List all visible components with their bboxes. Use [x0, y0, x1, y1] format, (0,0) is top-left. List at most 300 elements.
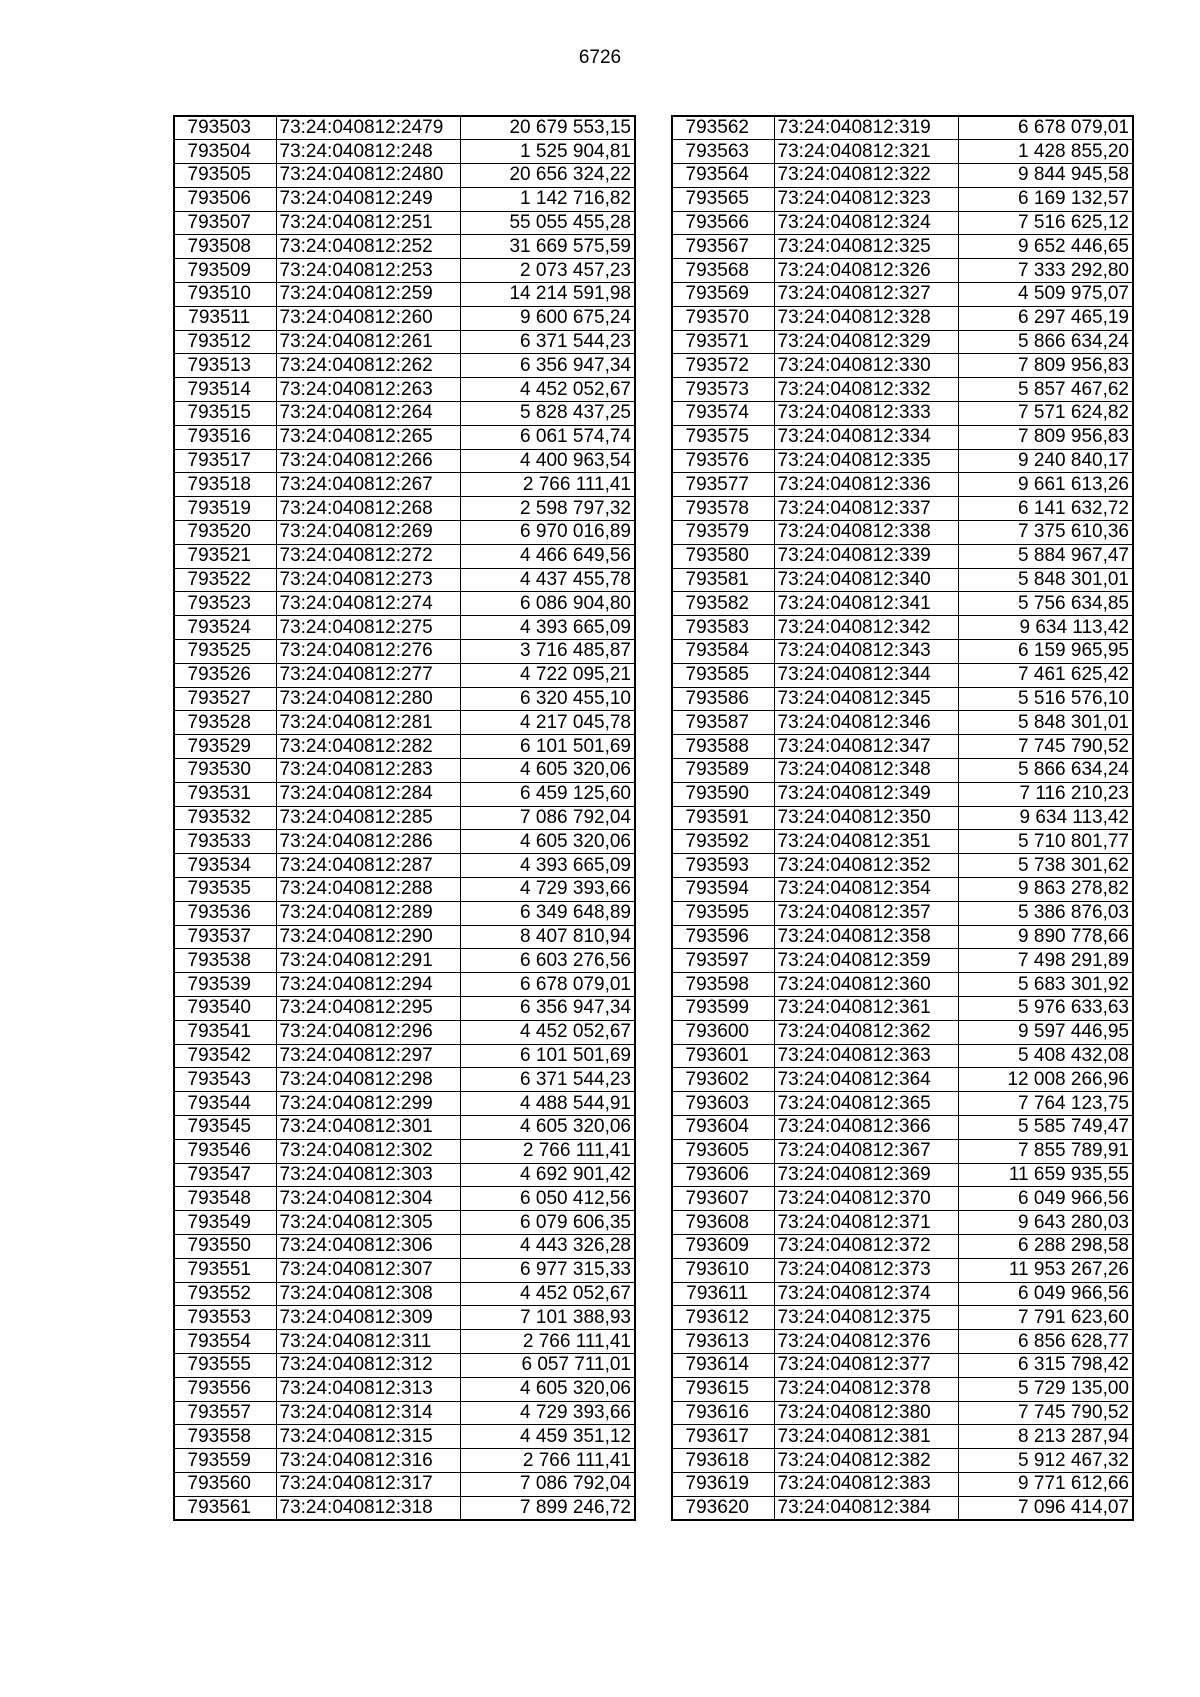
table-row	[174, 497, 635, 521]
row-number-cell: 793602	[672, 1068, 774, 1092]
value-cell: 6 086 904,80	[460, 592, 635, 616]
value-cell: 7 855 789,91	[958, 1139, 1133, 1163]
table-row	[672, 140, 1133, 164]
value-cell: 5 857 467,62	[958, 378, 1133, 402]
cadastral-number-cell: 73:24:040812:261	[276, 330, 460, 354]
cadastral-number-cell: 73:24:040812:337	[774, 497, 958, 521]
value-cell: 11 659 935,55	[958, 1163, 1133, 1187]
value-cell: 7 745 790,52	[958, 1401, 1133, 1425]
cadastral-number-cell: 73:24:040812:252	[276, 235, 460, 259]
cadastral-number-cell: 73:24:040812:264	[276, 402, 460, 426]
table-row	[174, 211, 635, 235]
row-number-cell: 793551	[174, 1258, 276, 1282]
cadastral-number-cell: 73:24:040812:305	[276, 1211, 460, 1235]
table-row	[174, 1449, 635, 1473]
value-cell: 6 356 947,34	[460, 354, 635, 378]
table-row	[672, 663, 1133, 687]
value-cell: 4 393 665,09	[460, 616, 635, 640]
table-row	[174, 568, 635, 592]
row-number-cell: 793596	[672, 925, 774, 949]
value-cell: 2 598 797,32	[460, 497, 635, 521]
value-cell: 2 766 111,41	[460, 1330, 635, 1354]
cadastral-number-cell: 73:24:040812:366	[774, 1115, 958, 1139]
row-number-cell: 793512	[174, 330, 276, 354]
value-cell: 4 605 320,06	[460, 759, 635, 783]
value-cell: 6 101 501,69	[460, 1044, 635, 1068]
table-row	[672, 735, 1133, 759]
value-cell: 6 678 079,01	[460, 973, 635, 997]
table-row	[174, 1044, 635, 1068]
table-row	[672, 306, 1133, 330]
row-number-cell: 793619	[672, 1472, 774, 1496]
cadastral-number-cell: 73:24:040812:285	[276, 806, 460, 830]
value-cell: 9 240 840,17	[958, 449, 1133, 473]
row-number-cell: 793514	[174, 378, 276, 402]
cadastral-number-cell: 73:24:040812:351	[774, 830, 958, 854]
value-cell: 7 791 623,60	[958, 1306, 1133, 1330]
value-cell: 5 729 135,00	[958, 1377, 1133, 1401]
value-cell: 6 141 632,72	[958, 497, 1133, 521]
cadastral-number-cell: 73:24:040812:296	[276, 1020, 460, 1044]
row-number-cell: 793508	[174, 235, 276, 259]
value-cell: 6 356 947,34	[460, 996, 635, 1020]
value-cell: 4 488 544,91	[460, 1092, 635, 1116]
value-cell: 7 333 292,80	[958, 259, 1133, 283]
row-number-cell: 793594	[672, 878, 774, 902]
cadastral-number-cell: 73:24:040812:294	[276, 973, 460, 997]
table-row	[174, 425, 635, 449]
cadastral-number-cell: 73:24:040812:286	[276, 830, 460, 854]
value-cell: 6 856 628,77	[958, 1330, 1133, 1354]
table-row	[672, 497, 1133, 521]
cadastral-number-cell: 73:24:040812:283	[276, 759, 460, 783]
value-cell: 5 976 633,63	[958, 996, 1133, 1020]
cadastral-number-cell: 73:24:040812:302	[276, 1139, 460, 1163]
table-row	[672, 568, 1133, 592]
table-row	[174, 640, 635, 664]
cadastral-number-cell: 73:24:040812:301	[276, 1115, 460, 1139]
row-number-cell: 793565	[672, 187, 774, 211]
cadastral-number-cell: 73:24:040812:248	[276, 140, 460, 164]
value-cell: 5 585 749,47	[958, 1115, 1133, 1139]
value-cell: 6 349 648,89	[460, 901, 635, 925]
row-number-cell: 793549	[174, 1211, 276, 1235]
row-number-cell: 793559	[174, 1449, 276, 1473]
row-number-cell: 793529	[174, 735, 276, 759]
row-number-cell: 793560	[174, 1472, 276, 1496]
table-row	[672, 949, 1133, 973]
table-row	[174, 1306, 635, 1330]
cadastral-number-cell: 73:24:040812:328	[774, 306, 958, 330]
row-number-cell: 793575	[672, 425, 774, 449]
value-cell: 6 288 298,58	[958, 1234, 1133, 1258]
row-number-cell: 793578	[672, 497, 774, 521]
cadastral-number-cell: 73:24:040812:369	[774, 1163, 958, 1187]
table-row	[672, 996, 1133, 1020]
row-number-cell: 793597	[672, 949, 774, 973]
value-cell: 6 169 132,57	[958, 187, 1133, 211]
value-cell: 4 400 963,54	[460, 449, 635, 473]
row-number-cell: 793583	[672, 616, 774, 640]
cadastral-number-cell: 73:24:040812:265	[276, 425, 460, 449]
value-cell: 4 605 320,06	[460, 1377, 635, 1401]
table-row	[672, 187, 1133, 211]
row-number-cell: 793603	[672, 1092, 774, 1116]
cadastral-number-cell: 73:24:040812:363	[774, 1044, 958, 1068]
value-cell: 9 661 613,26	[958, 473, 1133, 497]
value-cell: 14 214 591,98	[460, 283, 635, 307]
value-cell: 4 509 975,07	[958, 283, 1133, 307]
table-row	[174, 1258, 635, 1282]
row-number-cell: 793605	[672, 1139, 774, 1163]
table-row	[672, 687, 1133, 711]
table-row	[672, 1044, 1133, 1068]
cadastral-number-cell: 73:24:040812:290	[276, 925, 460, 949]
table-row	[174, 544, 635, 568]
row-number-cell: 793538	[174, 949, 276, 973]
row-number-cell: 793576	[672, 449, 774, 473]
value-cell: 4 217 045,78	[460, 711, 635, 735]
row-number-cell: 793552	[174, 1282, 276, 1306]
table-row	[174, 759, 635, 783]
value-cell: 5 756 634,85	[958, 592, 1133, 616]
row-number-cell: 793524	[174, 616, 276, 640]
value-cell: 7 096 414,07	[958, 1496, 1133, 1520]
row-number-cell: 793557	[174, 1401, 276, 1425]
row-number-cell: 793612	[672, 1306, 774, 1330]
table-row	[174, 592, 635, 616]
cadastral-number-cell: 73:24:040812:339	[774, 544, 958, 568]
value-cell: 5 386 876,03	[958, 901, 1133, 925]
table-row	[672, 1353, 1133, 1377]
row-number-cell: 793535	[174, 878, 276, 902]
cadastral-number-cell: 73:24:040812:367	[774, 1139, 958, 1163]
row-number-cell: 793515	[174, 402, 276, 426]
row-number-cell: 793614	[672, 1353, 774, 1377]
table-row	[174, 235, 635, 259]
row-number-cell: 793537	[174, 925, 276, 949]
row-number-cell: 793526	[174, 663, 276, 687]
cadastral-number-cell: 73:24:040812:282	[276, 735, 460, 759]
value-cell: 11 953 267,26	[958, 1258, 1133, 1282]
table-row	[174, 1377, 635, 1401]
row-number-cell: 793562	[672, 116, 774, 140]
row-number-cell: 793615	[672, 1377, 774, 1401]
cadastral-number-cell: 73:24:040812:303	[276, 1163, 460, 1187]
row-number-cell: 793600	[672, 1020, 774, 1044]
cadastral-number-cell: 73:24:040812:333	[774, 402, 958, 426]
row-number-cell: 793608	[672, 1211, 774, 1235]
value-cell: 7 498 291,89	[958, 949, 1133, 973]
cadastral-number-cell: 73:24:040812:308	[276, 1282, 460, 1306]
cadastral-number-cell: 73:24:040812:348	[774, 759, 958, 783]
cadastral-number-cell: 73:24:040812:371	[774, 1211, 958, 1235]
row-number-cell: 793610	[672, 1258, 774, 1282]
value-cell: 2 766 111,41	[460, 1449, 635, 1473]
cadastral-number-cell: 73:24:040812:338	[774, 521, 958, 545]
row-number-cell: 793548	[174, 1187, 276, 1211]
row-number-cell: 793505	[174, 164, 276, 188]
cadastral-number-cell: 73:24:040812:318	[276, 1496, 460, 1520]
table-row	[672, 830, 1133, 854]
row-number-cell: 793570	[672, 306, 774, 330]
table-row	[174, 354, 635, 378]
cadastral-number-cell: 73:24:040812:335	[774, 449, 958, 473]
cadastral-number-cell: 73:24:040812:334	[774, 425, 958, 449]
value-cell: 6 050 412,56	[460, 1187, 635, 1211]
cadastral-number-cell: 73:24:040812:281	[276, 711, 460, 735]
row-number-cell: 793586	[672, 687, 774, 711]
value-cell: 5 866 634,24	[958, 759, 1133, 783]
value-cell: 6 459 125,60	[460, 782, 635, 806]
value-cell: 5 710 801,77	[958, 830, 1133, 854]
cadastral-number-cell: 73:24:040812:362	[774, 1020, 958, 1044]
row-number-cell: 793564	[672, 164, 774, 188]
table-row	[174, 735, 635, 759]
table-row	[174, 1115, 635, 1139]
cadastral-number-cell: 73:24:040812:309	[276, 1306, 460, 1330]
row-number-cell: 793550	[174, 1234, 276, 1258]
table-row	[672, 1211, 1133, 1235]
row-number-cell: 793520	[174, 521, 276, 545]
value-cell: 6 371 544,23	[460, 1068, 635, 1092]
value-cell: 4 393 665,09	[460, 854, 635, 878]
table-row	[174, 711, 635, 735]
table-row	[174, 521, 635, 545]
value-cell: 6 049 966,56	[958, 1187, 1133, 1211]
cadastral-number-cell: 73:24:040812:376	[774, 1330, 958, 1354]
value-cell: 9 643 280,03	[958, 1211, 1133, 1235]
table-row	[174, 901, 635, 925]
cadastral-number-cell: 73:24:040812:249	[276, 187, 460, 211]
table-row	[174, 1496, 635, 1520]
table-row	[174, 473, 635, 497]
row-number-cell: 793582	[672, 592, 774, 616]
cadastral-number-cell: 73:24:040812:344	[774, 663, 958, 687]
row-number-cell: 793503	[174, 116, 276, 140]
value-cell: 5 848 301,01	[958, 568, 1133, 592]
table-row	[672, 901, 1133, 925]
row-number-cell: 793555	[174, 1353, 276, 1377]
row-number-cell: 793558	[174, 1425, 276, 1449]
value-cell: 3 716 485,87	[460, 640, 635, 664]
row-number-cell: 793546	[174, 1139, 276, 1163]
value-cell: 2 766 111,41	[460, 1139, 635, 1163]
table-row	[672, 1496, 1133, 1520]
value-cell: 6 297 465,19	[958, 306, 1133, 330]
value-cell: 9 771 612,66	[958, 1472, 1133, 1496]
cadastral-number-cell: 73:24:040812:315	[276, 1425, 460, 1449]
table-row	[672, 1020, 1133, 1044]
row-number-cell: 793539	[174, 973, 276, 997]
registry-table-left	[173, 115, 636, 1521]
cadastral-number-cell: 73:24:040812:272	[276, 544, 460, 568]
table-row	[672, 1425, 1133, 1449]
row-number-cell: 793531	[174, 782, 276, 806]
cadastral-number-cell: 73:24:040812:359	[774, 949, 958, 973]
cadastral-number-cell: 73:24:040812:314	[276, 1401, 460, 1425]
table-row	[672, 854, 1133, 878]
cadastral-number-cell: 73:24:040812:2479	[276, 116, 460, 140]
row-number-cell: 793611	[672, 1282, 774, 1306]
value-cell: 7 899 246,72	[460, 1496, 635, 1520]
value-cell: 7 101 388,93	[460, 1306, 635, 1330]
table-row	[174, 663, 635, 687]
cadastral-number-cell: 73:24:040812:268	[276, 497, 460, 521]
cadastral-number-cell: 73:24:040812:299	[276, 1092, 460, 1116]
cadastral-number-cell: 73:24:040812:2480	[276, 164, 460, 188]
cadastral-number-cell: 73:24:040812:329	[774, 330, 958, 354]
value-cell: 5 683 301,92	[958, 973, 1133, 997]
value-cell: 5 516 576,10	[958, 687, 1133, 711]
cadastral-number-cell: 73:24:040812:375	[774, 1306, 958, 1330]
row-number-cell: 793573	[672, 378, 774, 402]
cadastral-number-cell: 73:24:040812:345	[774, 687, 958, 711]
row-number-cell: 793606	[672, 1163, 774, 1187]
table-row	[672, 259, 1133, 283]
table-row	[672, 878, 1133, 902]
value-cell: 20 656 324,22	[460, 164, 635, 188]
cadastral-number-cell: 73:24:040812:380	[774, 1401, 958, 1425]
row-number-cell: 793536	[174, 901, 276, 925]
row-number-cell: 793517	[174, 449, 276, 473]
table-row	[672, 378, 1133, 402]
row-number-cell: 793543	[174, 1068, 276, 1092]
value-cell: 1 428 855,20	[958, 140, 1133, 164]
table-row	[672, 473, 1133, 497]
cadastral-number-cell: 73:24:040812:341	[774, 592, 958, 616]
cadastral-number-cell: 73:24:040812:342	[774, 616, 958, 640]
value-cell: 9 890 778,66	[958, 925, 1133, 949]
value-cell: 4 452 052,67	[460, 1020, 635, 1044]
row-number-cell: 793547	[174, 1163, 276, 1187]
value-cell: 6 315 798,42	[958, 1353, 1133, 1377]
cadastral-number-cell: 73:24:040812:325	[774, 235, 958, 259]
value-cell: 5 408 432,08	[958, 1044, 1133, 1068]
cadastral-number-cell: 73:24:040812:373	[774, 1258, 958, 1282]
cadastral-number-cell: 73:24:040812:326	[774, 259, 958, 283]
table-row	[174, 378, 635, 402]
table-row	[672, 1449, 1133, 1473]
value-cell: 4 729 393,66	[460, 878, 635, 902]
cadastral-number-cell: 73:24:040812:350	[774, 806, 958, 830]
row-number-cell: 793542	[174, 1044, 276, 1068]
cadastral-number-cell: 73:24:040812:327	[774, 283, 958, 307]
row-number-cell: 793569	[672, 283, 774, 307]
row-number-cell: 793532	[174, 806, 276, 830]
cadastral-number-cell: 73:24:040812:260	[276, 306, 460, 330]
cadastral-number-cell: 73:24:040812:316	[276, 1449, 460, 1473]
row-number-cell: 793589	[672, 759, 774, 783]
row-number-cell: 793563	[672, 140, 774, 164]
cadastral-number-cell: 73:24:040812:262	[276, 354, 460, 378]
cadastral-number-cell: 73:24:040812:275	[276, 616, 460, 640]
row-number-cell: 793525	[174, 640, 276, 664]
value-cell: 9 844 945,58	[958, 164, 1133, 188]
cadastral-number-cell: 73:24:040812:304	[276, 1187, 460, 1211]
value-cell: 20 679 553,15	[460, 116, 635, 140]
value-cell: 5 866 634,24	[958, 330, 1133, 354]
table-row	[672, 1187, 1133, 1211]
row-number-cell: 793579	[672, 521, 774, 545]
row-number-cell: 793540	[174, 996, 276, 1020]
cadastral-number-cell: 73:24:040812:370	[774, 1187, 958, 1211]
cadastral-number-cell: 73:24:040812:313	[276, 1377, 460, 1401]
table-row	[174, 187, 635, 211]
row-number-cell: 793567	[672, 235, 774, 259]
value-cell: 2 766 111,41	[460, 473, 635, 497]
registry-table-right	[671, 115, 1134, 1521]
table-row	[174, 949, 635, 973]
row-number-cell: 793581	[672, 568, 774, 592]
row-number-cell: 793609	[672, 1234, 774, 1258]
value-cell: 9 634 113,42	[958, 616, 1133, 640]
value-cell: 4 459 351,12	[460, 1425, 635, 1449]
row-number-cell: 793616	[672, 1401, 774, 1425]
table-row	[672, 116, 1133, 140]
value-cell: 7 116 210,23	[958, 782, 1133, 806]
cadastral-number-cell: 73:24:040812:312	[276, 1353, 460, 1377]
row-number-cell: 793544	[174, 1092, 276, 1116]
value-cell: 5 738 301,62	[958, 854, 1133, 878]
value-cell: 6 977 315,33	[460, 1258, 635, 1282]
value-cell: 5 828 437,25	[460, 402, 635, 426]
table-row	[174, 283, 635, 307]
table-row	[174, 259, 635, 283]
value-cell: 7 809 956,83	[958, 425, 1133, 449]
row-number-cell: 793523	[174, 592, 276, 616]
table-row	[672, 1139, 1133, 1163]
value-cell: 8 213 287,94	[958, 1425, 1133, 1449]
table-row	[672, 402, 1133, 426]
table-row	[174, 449, 635, 473]
table-row	[672, 640, 1133, 664]
cadastral-number-cell: 73:24:040812:295	[276, 996, 460, 1020]
value-cell: 7 516 625,12	[958, 211, 1133, 235]
row-number-cell: 793580	[672, 544, 774, 568]
table-row	[672, 1472, 1133, 1496]
table-row	[174, 1472, 635, 1496]
cadastral-number-cell: 73:24:040812:381	[774, 1425, 958, 1449]
table-row	[174, 1282, 635, 1306]
table-row	[174, 1092, 635, 1116]
row-number-cell: 793530	[174, 759, 276, 783]
value-cell: 1 525 904,81	[460, 140, 635, 164]
value-cell: 9 597 446,95	[958, 1020, 1133, 1044]
table-row	[672, 1258, 1133, 1282]
cadastral-number-cell: 73:24:040812:298	[276, 1068, 460, 1092]
row-number-cell: 793590	[672, 782, 774, 806]
cadastral-number-cell: 73:24:040812:377	[774, 1353, 958, 1377]
cadastral-number-cell: 73:24:040812:319	[774, 116, 958, 140]
table-row	[174, 116, 635, 140]
row-number-cell: 793585	[672, 663, 774, 687]
cadastral-number-cell: 73:24:040812:330	[774, 354, 958, 378]
table-row	[174, 687, 635, 711]
value-cell: 4 729 393,66	[460, 1401, 635, 1425]
table-row	[672, 925, 1133, 949]
value-cell: 6 049 966,56	[958, 1282, 1133, 1306]
table-row	[672, 592, 1133, 616]
value-cell: 7 086 792,04	[460, 1472, 635, 1496]
row-number-cell: 793545	[174, 1115, 276, 1139]
cadastral-number-cell: 73:24:040812:354	[774, 878, 958, 902]
table-row	[672, 1330, 1133, 1354]
row-number-cell: 793511	[174, 306, 276, 330]
cadastral-number-cell: 73:24:040812:306	[276, 1234, 460, 1258]
row-number-cell: 793521	[174, 544, 276, 568]
value-cell: 4 466 649,56	[460, 544, 635, 568]
